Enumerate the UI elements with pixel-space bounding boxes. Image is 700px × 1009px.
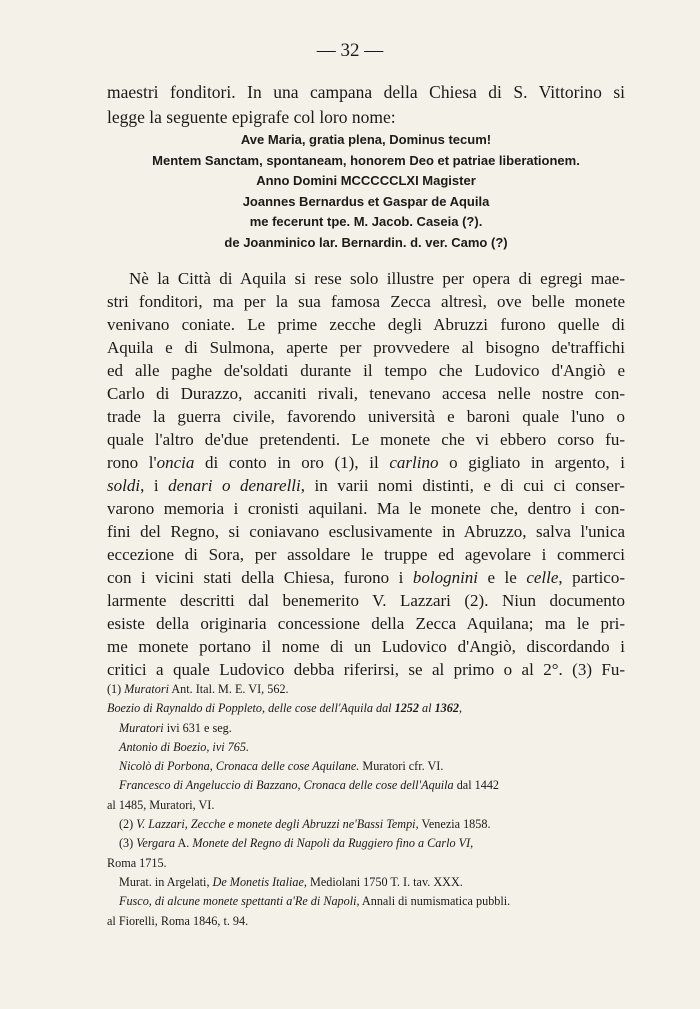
text-run: De Monetis Italiae, xyxy=(212,874,307,889)
text-line: me monete portano il nome di un Ludovico d'Angiò, discordando i xyxy=(107,637,625,656)
inscription-line: Mentem Sanctam, spontaneam, honorem Deo et patriae liberationem. xyxy=(152,152,580,168)
text-line: quale l'altro de'due pretendenti. Le monete che vi ebbero corso fu- xyxy=(107,430,625,449)
footnote-line: Roma 1715. xyxy=(107,855,167,870)
text-run: ivi 631 e seg. xyxy=(163,720,232,735)
text-line: maestri fonditori. In una campana della Chiesa di S. Vittorino si xyxy=(107,82,625,102)
text-line xyxy=(107,474,625,497)
text-run: al xyxy=(418,701,435,716)
footnote-line xyxy=(107,776,625,795)
italic-term: carlino xyxy=(389,453,439,472)
footnote-line xyxy=(107,719,625,738)
text-line: ed alle paghe de'soldati durante il tempo che Ludovico d'Angiò e xyxy=(107,361,625,380)
footnote-marker: (1) xyxy=(107,682,125,696)
text-run: Muratori cfr. VI. xyxy=(359,759,444,774)
text-run: Venezia 1858. xyxy=(418,817,491,832)
inscription-line: de Joanminico lar. Bernardin. d. ver. Camo (?) xyxy=(224,234,508,250)
text-run: o gigliato in argento, i xyxy=(438,453,626,472)
text-line: Carlo di Durazzo, accaniti rivali, tenevano accesa nelle nostre con- xyxy=(107,384,625,403)
italic-term: denari o denarelli xyxy=(168,476,301,495)
author-name: Muratori xyxy=(119,720,164,735)
text-run: , in varii nomi distinti, e di cui ci conser- xyxy=(300,476,625,495)
inscription-line: me fecerunt tpe. M. Jacob. Caseia (?). xyxy=(249,214,483,229)
text-line: larmente descritti dal benemerito V. Lazzari (2). Niun documento xyxy=(107,591,625,610)
footnote-marker: (2) xyxy=(119,817,137,832)
text-line: varono memoria i cronisti aquilani. Ma le monete che, dentro i con- xyxy=(107,499,625,518)
text-line: legge la seguente epigrafe col loro nome: xyxy=(107,107,396,127)
text-run: Murat. in Argelati, xyxy=(119,874,213,889)
inscription-line: Joannes Bernardus et Gaspar de Aquila xyxy=(242,193,490,209)
text-run: e le xyxy=(478,568,527,587)
text-run: V. Lazzari, Zecche e monete degli Abruzzi ne'Bassi Tempi, xyxy=(136,817,419,832)
footnote-line xyxy=(107,738,625,757)
footnote-line xyxy=(107,680,625,699)
text-line: eccezione di Sora, per assoldare le truppe ed agevolare i commerci xyxy=(107,545,625,564)
text-line: stri fonditori, ma per la sua famosa Zecca altresì, ove belle monete xyxy=(107,292,625,311)
intro-paragraph xyxy=(107,80,625,130)
text-line: fini del Regno, si coniavano esclusivamente in Abruzzo, salva l'unica xyxy=(107,522,625,541)
text-run: , i xyxy=(140,476,169,495)
text-run: rono l' xyxy=(107,453,157,472)
footnote-line xyxy=(107,834,625,853)
text-run: 1362 xyxy=(434,701,459,716)
text-line: critici a quale Ludovico debba riferirsi, se al primo o al 2°. (3) Fu- xyxy=(107,660,625,679)
footnote-line xyxy=(107,815,625,834)
text-run: Fusco, di alcune monete spettanti a'Re di Napoli, xyxy=(119,894,360,909)
text-run: Mediolani 1750 T. I. tav. XXX. xyxy=(306,874,463,889)
text-run: Monete del Regno di Napoli da Ruggiero fino a Carlo VI, xyxy=(192,836,474,851)
italic-term: soldi xyxy=(107,476,141,495)
footnote-line: al Fiorelli, Roma 1846, t. 94. xyxy=(107,913,249,928)
text-run: dal 1442 xyxy=(453,778,500,793)
text-line: venivano coniate. Le prime zecche degli Abruzzi furono quelle di xyxy=(107,315,625,334)
footnote-line xyxy=(107,699,625,718)
footnote-line: al 1485, Muratori, VI. xyxy=(107,797,215,812)
text-line xyxy=(107,451,625,474)
text-run: 1252 xyxy=(394,701,419,716)
footnote-line xyxy=(107,892,625,911)
text-run: Nicolò di Porbona, Cronaca delle cose Aquilane. xyxy=(119,759,360,774)
italic-term: bolognini xyxy=(412,568,479,587)
author-name: Muratori xyxy=(124,682,169,696)
page-number: — 32 — xyxy=(316,40,384,61)
text-line: trade la guerra civile, favorendo università e baroni quale l'uno o xyxy=(107,407,625,426)
text-run: , xyxy=(458,701,462,716)
inscription-line: Anno Domini MCCCCCLXI Magister xyxy=(256,173,476,188)
text-run: Annali di numismatica pubbli. xyxy=(359,894,511,909)
text-run: Antonio di Boezio, ivi 765. xyxy=(119,739,249,754)
author-name: Vergara xyxy=(136,836,176,851)
text-run: Francesco di Angeluccio di Bazzano, Cronaca delle cose dell'Aquila xyxy=(119,778,454,793)
inscription-line: Ave Maria, gratia plena, Dominus tecum! xyxy=(240,132,492,147)
text-line xyxy=(107,566,625,589)
text-run: Ant. Ital. M. E. VI, 562. xyxy=(168,682,289,696)
text-line: esiste della originaria concessione della Zecca Aquilana; ma le pri- xyxy=(107,614,625,633)
text-line: Nè la Città di Aquila si rese solo illustre per opera di egregi mae- xyxy=(129,269,625,288)
footnote-line xyxy=(107,873,625,892)
body-paragraph xyxy=(107,267,625,681)
text-run: Boezio di Raynaldo di Poppleto, delle cose dell'Aquila dal xyxy=(107,701,395,716)
footnote-marker: (3) xyxy=(119,836,137,851)
text-run: , partico- xyxy=(558,568,626,587)
italic-term: celle xyxy=(526,568,559,587)
italic-term: oncia xyxy=(156,453,195,472)
text-run: con i vicini stati della Chiesa, furono i xyxy=(107,568,413,587)
text-run: A. xyxy=(175,836,193,851)
text-line: Aquila e di Sulmona, aperte per provvedere al bisogno de'traffichi xyxy=(107,338,625,357)
footnotes xyxy=(107,680,625,931)
bell-inscription xyxy=(110,130,622,253)
text-run: di conto in oro (1), il xyxy=(194,453,390,472)
footnote-line xyxy=(107,757,625,776)
